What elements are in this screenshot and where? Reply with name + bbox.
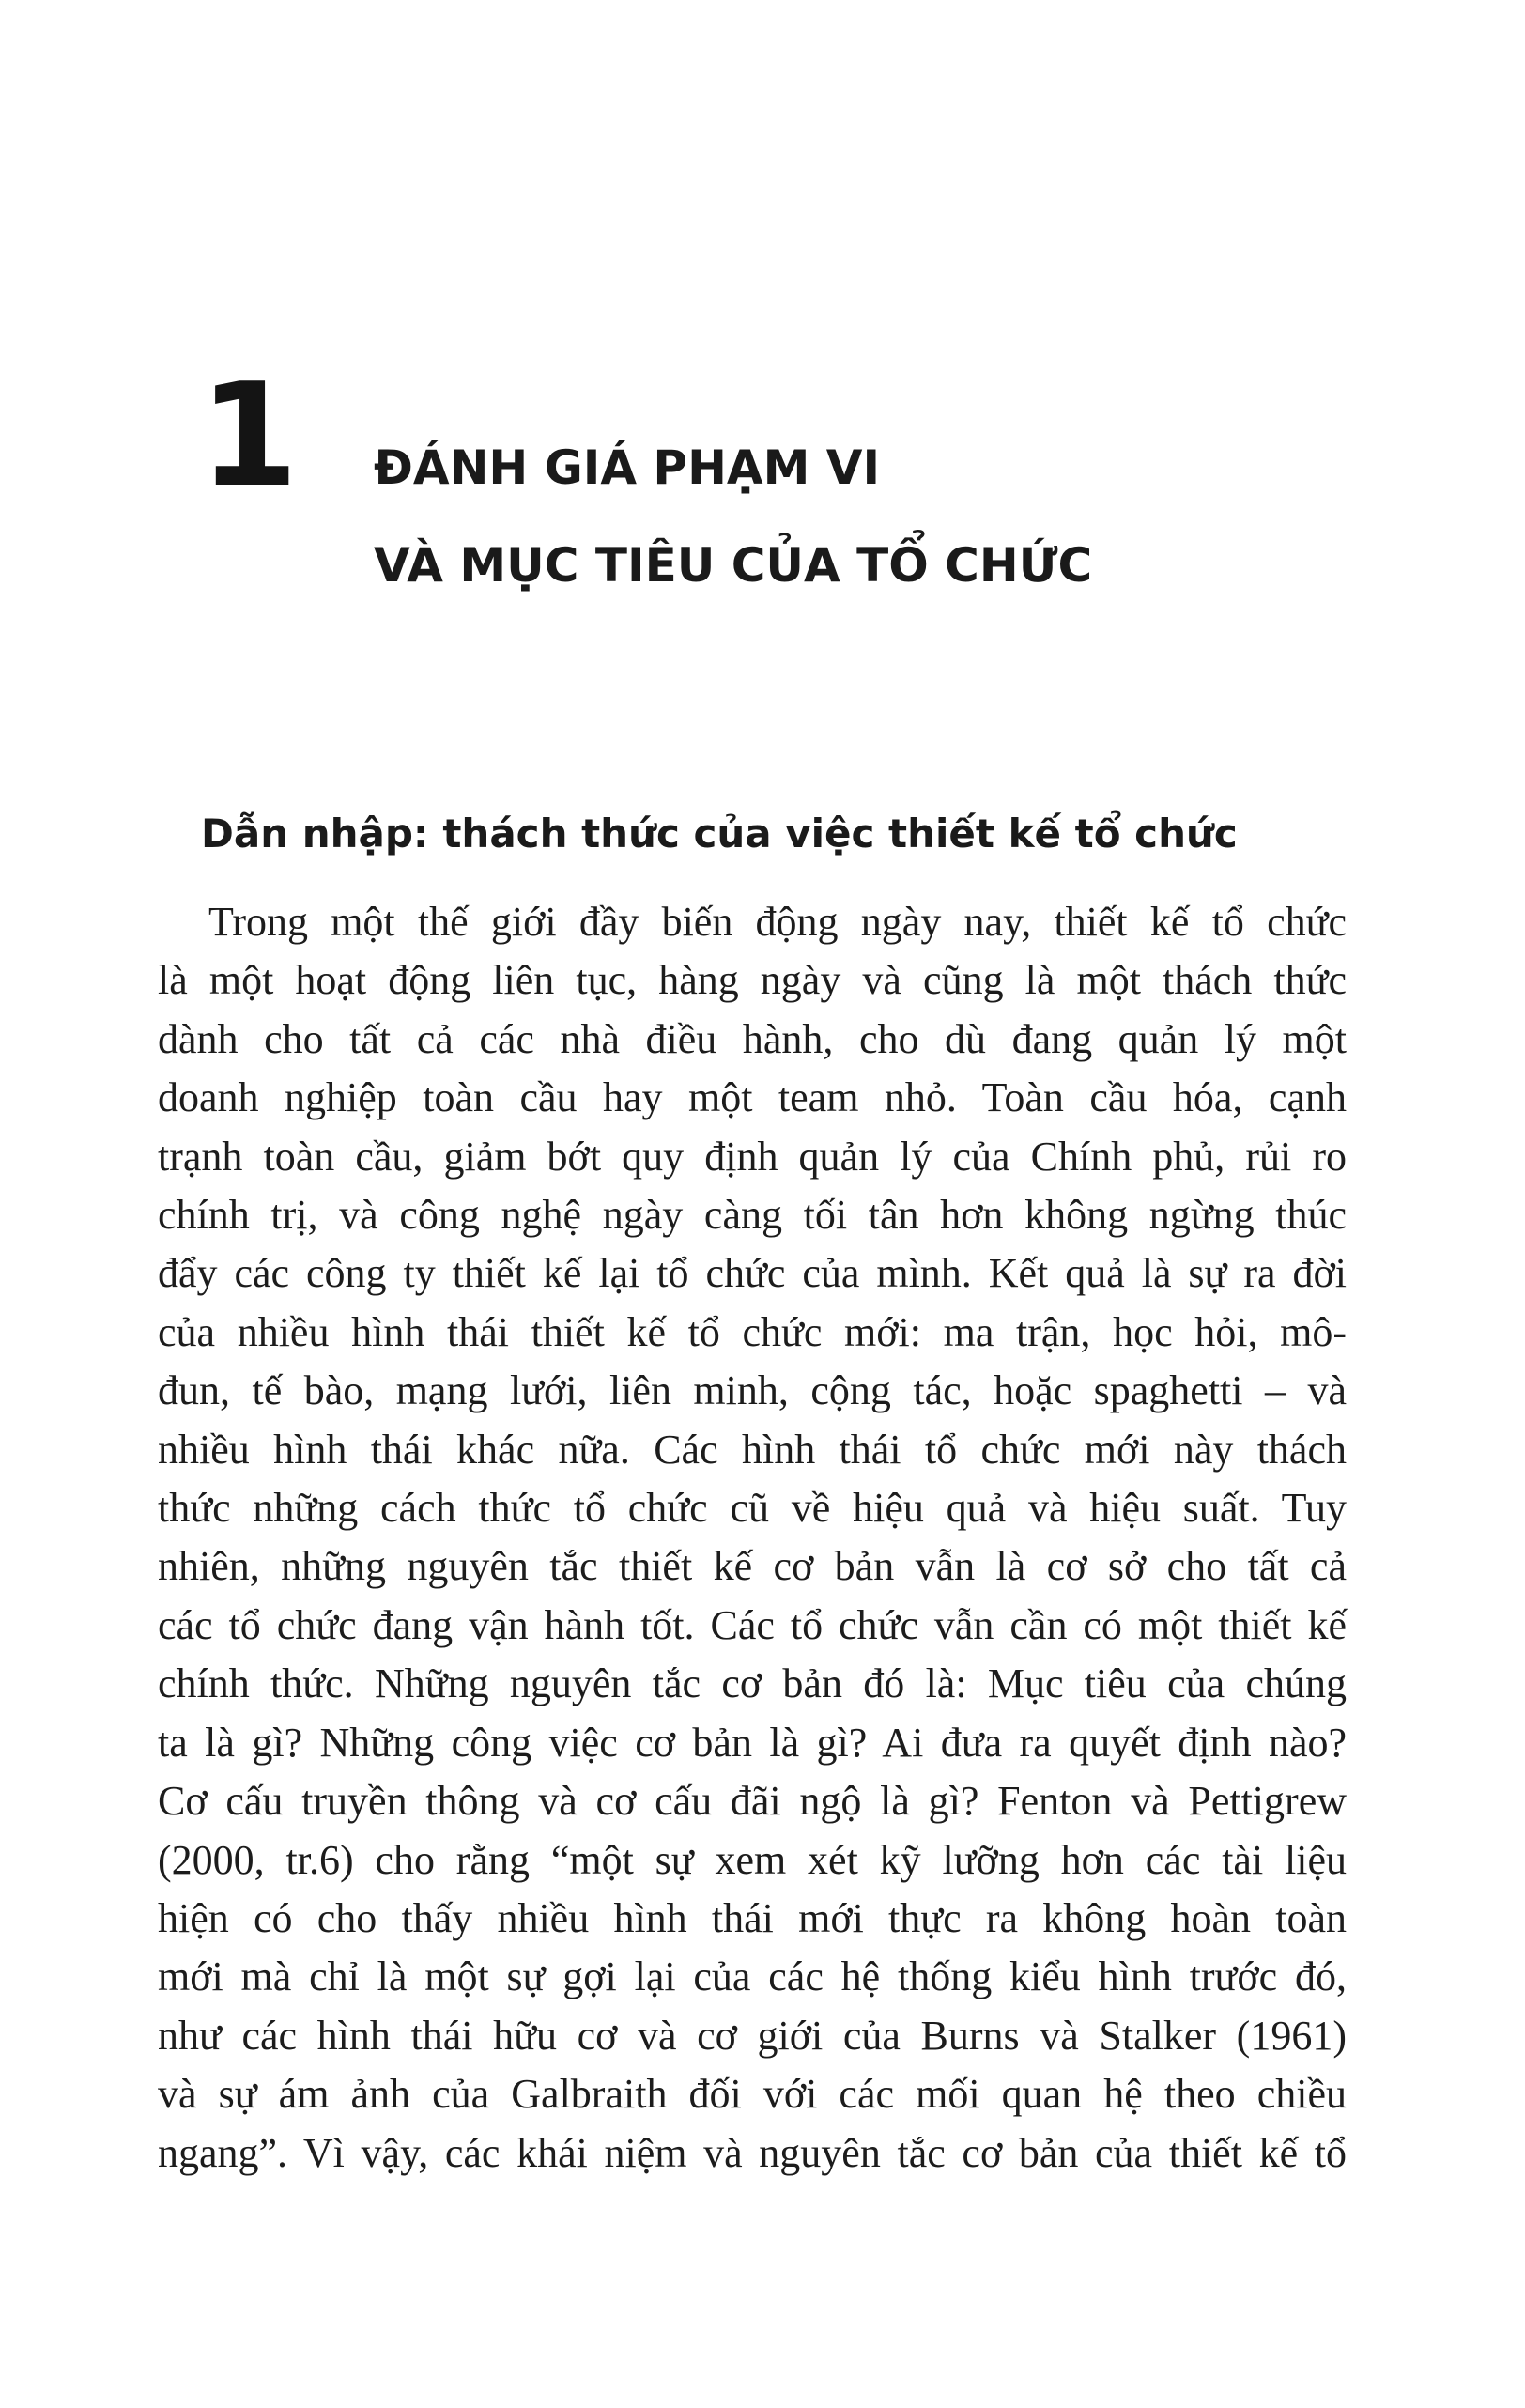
paragraph-line: Trong một thế giới đầy biến động ngày nay, thiết kế tổ chức <box>208 899 1347 945</box>
paragraph-line: nhiều hình thái khác nữa. Các hình thái tổ chức mới này thách <box>158 1426 1347 1473</box>
chapter-number: 1 <box>199 352 299 518</box>
paragraph-line: Cơ cấu truyền thông và cơ cấu đãi ngộ là gì? Fenton và Pettigrew <box>158 1778 1347 1825</box>
paragraph-line: nhiên, những nguyên tắc thiết kế cơ bản vẫn là cơ sở cho tất cả <box>158 1543 1347 1590</box>
paragraph-line: các tổ chức đang vận hành tốt. Các tổ chức vẫn cần có một thiết kế <box>158 1601 1347 1648</box>
paragraph-line: doanh nghiệp toàn cầu hay một team nhỏ. Toàn cầu hóa, cạnh <box>158 1074 1347 1121</box>
paragraph-line: (2000, tr.6) cho rằng “một sự xem xét kỹ lưỡng hơn các tài liệu <box>158 1836 1347 1883</box>
paragraph-line: ngang”. Vì vậy, các khái niệm và nguyên tắc cơ bản của thiết kế tổ <box>158 2129 1347 2176</box>
paragraph-line: và sự ám ảnh của Galbraith đối với các mối quan hệ theo chiều <box>158 2071 1347 2118</box>
paragraph-line: đẩy các công ty thiết kế lại tổ chức của mình. Kết quả là sự ra đời <box>158 1250 1347 1297</box>
paragraph-line: đun, tế bào, mạng lưới, liên minh, cộng tác, hoặc spaghetti – và <box>158 1367 1347 1414</box>
section-heading: Dẫn nhập: thách thức của việc thiết kế tổ chức <box>201 810 1238 857</box>
paragraph-line: trạnh toàn cầu, giảm bớt quy định quản lý của Chính phủ, rủi ro <box>158 1133 1347 1180</box>
body-paragraph <box>158 893 1347 2183</box>
paragraph-line: như các hình thái hữu cơ và cơ giới của Burns và Stalker (1961) <box>158 2012 1347 2059</box>
paragraph-line: dành cho tất cả các nhà điều hành, cho dù đang quản lý một <box>158 1015 1347 1062</box>
paragraph-line: mới mà chỉ là một sự gợi lại của các hệ thống kiểu hình trước đó, <box>158 1953 1347 2000</box>
paragraph-line: hiện có cho thấy nhiều hình thái mới thực ra không hoàn toàn <box>158 1894 1347 1941</box>
paragraph-line: của nhiều hình thái thiết kế tổ chức mới: ma trận, học hỏi, mô- <box>158 1308 1347 1355</box>
paragraph-line: chính trị, và công nghệ ngày càng tối tân hơn không ngừng thúc <box>158 1192 1347 1239</box>
paragraph-line: chính thức. Những nguyên tắc cơ bản đó là: Mục tiêu của chúng <box>158 1660 1347 1707</box>
chapter-title <box>374 419 1092 614</box>
paragraph-line: ta là gì? Những công việc cơ bản là gì? Ai đưa ra quyết định nào? <box>158 1719 1347 1766</box>
chapter-title-line-2: VÀ MỤC TIÊU CỦA TỔ CHỨC <box>374 538 1093 593</box>
paragraph-line: thức những cách thức tổ chức cũ về hiệu quả và hiệu suất. Tuy <box>158 1485 1347 1532</box>
paragraph-line: là một hoạt động liên tục, hàng ngày và cũng là một thách thức <box>158 957 1347 1004</box>
chapter-title-line-1: ĐÁNH GIÁ PHẠM VI <box>374 440 881 495</box>
